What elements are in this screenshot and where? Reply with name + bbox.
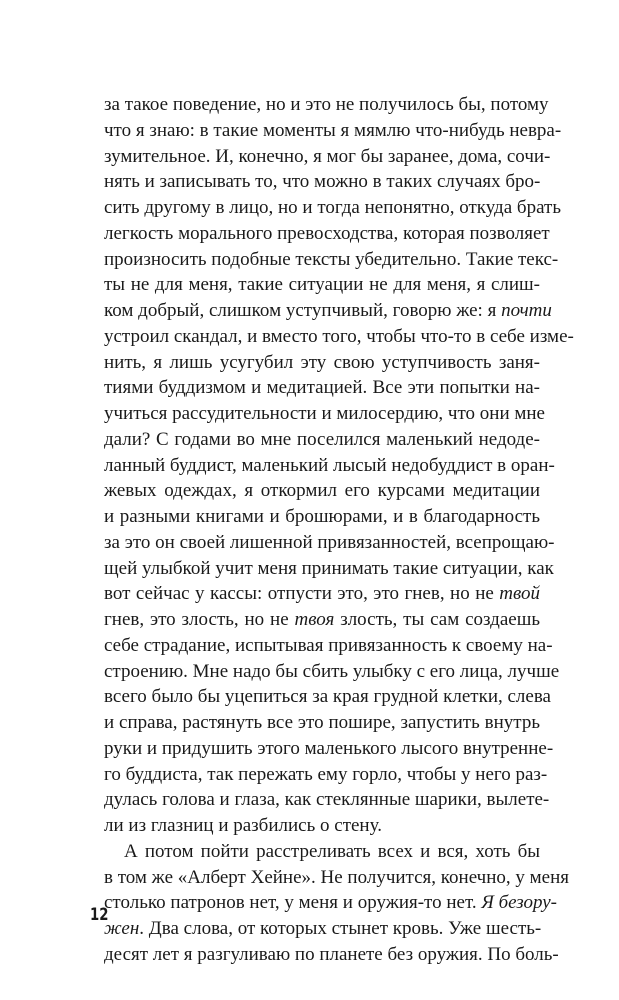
text-line: [104, 401, 545, 427]
text-run: нять и записывать то, что можно в таких случаях бро-: [104, 171, 541, 193]
text-run: ли из глазниц и разбились о стену.: [104, 815, 382, 836]
text-run: столько патронов нет, у меня и оружия-то нет.: [104, 892, 482, 914]
text-line: [104, 684, 551, 710]
text-run: жевых одеждах, я откормил его курсами медитации: [104, 480, 540, 502]
text-run: строению. Мне надо бы сбить улыбку с его лица, лучше: [104, 660, 560, 682]
text-line: [104, 710, 540, 736]
text-line: [104, 195, 561, 221]
text-line: [104, 659, 560, 685]
text-block: [104, 92, 574, 968]
text-run: и справа, растянуть все это пошире, запустить внутрь: [104, 712, 540, 733]
text-run: легкость морального превосходства, которая позволяет: [104, 222, 550, 244]
text-run: злость, ты сам создаешь: [334, 609, 540, 630]
page-number: 12: [90, 905, 109, 925]
text-run: гнев, это злость, но не: [104, 609, 295, 630]
text-run: что я знаю: в такие моменты я мямлю что-нибудь невра-: [104, 119, 562, 141]
text-line: [104, 839, 540, 865]
text-line: [104, 890, 557, 916]
text-line: [104, 478, 540, 504]
text-line: [104, 787, 550, 813]
text-line: [104, 556, 554, 582]
text-run: сить другому в лицо, но и тогда непонятно, откуда брать: [104, 197, 561, 218]
text-line: [104, 350, 540, 376]
text-line: [104, 118, 562, 144]
text-run: го буддиста, так пережать ему горло, чтобы у него раз-: [104, 763, 548, 785]
text-run: произносить подобные тексты убедительно. Такие текс-: [104, 248, 559, 270]
text-line: [104, 427, 540, 453]
text-run: дулась голова и глаза, как стеклянные шарики, вылете-: [104, 789, 550, 811]
paragraph: [104, 839, 569, 968]
text-line: [104, 607, 540, 633]
text-run: учиться рассудительности и милосердию, что они мне: [104, 403, 545, 424]
text-run: за такое поведение, но и это не получилось бы, потому: [104, 94, 549, 115]
text-run: тиями буддизмом и медитацией. Все эти попытки на-: [104, 377, 540, 399]
text-run: в том же «Алберт Хейне». Не получится, конечно, у меня: [104, 866, 569, 888]
text-run: дали? С годами во мне поселился маленький недоде-: [104, 428, 540, 450]
paragraph: [104, 92, 574, 839]
text-run: ты не для меня, такие ситуации не для меня, я слиш-: [104, 274, 540, 296]
text-run: устроил скандал, и вместо того, чтобы что-то в себе изме-: [104, 325, 574, 347]
text-line: [104, 813, 540, 839]
text-run: всего было бы уцепиться за края грудной клетки, слева: [104, 686, 551, 708]
text-run: ком добрый, слишком уступчивый, говорю же: я: [104, 300, 502, 321]
text-run: руки и придушить этого маленького лысого внутренне-: [104, 737, 554, 759]
text-line: [104, 272, 540, 298]
emphasis-run: твоя: [294, 609, 335, 630]
text-line: [104, 865, 569, 891]
text-line: [104, 504, 540, 530]
text-line: [104, 92, 549, 118]
text-line: [104, 581, 540, 607]
text-run: щей улыбкой учит меня принимать такие ситуации, как: [104, 557, 554, 579]
text-run: А потом пойти расстреливать всех и вся, хоть бы: [124, 840, 540, 862]
text-run: вот сейчас у кассы: отпусти это, это гнев, но не: [104, 583, 500, 605]
text-run: ланный буддист, маленький лысый недобуддист в оран-: [104, 454, 555, 476]
text-line: [104, 530, 555, 556]
text-line: [104, 324, 574, 350]
emphasis-run: жен: [104, 918, 140, 939]
text-run: за это он своей лишенной привязанностей, всепрощаю-: [104, 531, 555, 553]
text-line: [104, 247, 559, 273]
text-run: зумительное. И, конечно, я мог бы заранее, дома, сочи-: [104, 145, 551, 167]
text-line: [104, 144, 551, 170]
text-line: [104, 916, 540, 942]
text-run: себе страдание, испытывая привязанность к своему на-: [104, 634, 553, 656]
text-line: [104, 942, 559, 968]
emphasis-run: почти: [501, 300, 552, 321]
text-line: [104, 633, 553, 659]
text-line: [104, 375, 540, 401]
text-line: [104, 221, 550, 247]
text-line: [104, 762, 548, 788]
text-run: . Два слова, от которых стынет кровь. Уже шесть-: [139, 918, 542, 939]
text-line: [104, 453, 555, 479]
text-run: и разными книгами и брошюрами, и в благодарность: [104, 506, 540, 527]
text-run: десят лет я разгуливаю по планете без оружия. По боль-: [104, 943, 559, 965]
text-line: [104, 169, 540, 195]
emphasis-run: твой: [499, 583, 540, 605]
text-run: нить, я лишь усугубил эту свою уступчивость заня-: [104, 351, 540, 373]
emphasis-run: Я безору-: [481, 892, 557, 914]
text-line: [104, 736, 554, 762]
text-line: [104, 298, 552, 324]
